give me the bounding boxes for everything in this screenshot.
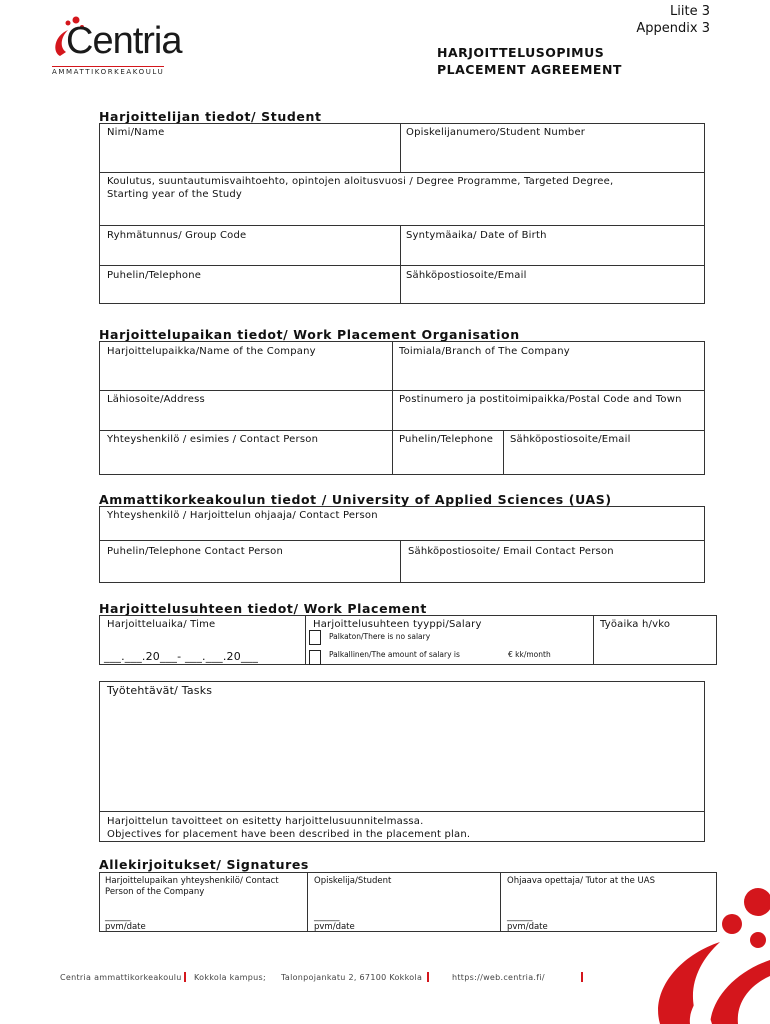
salary-type-label: Harjoittelusuhteen tyyppi/Salary [313,619,482,630]
footer-address: Talonpojankatu 2, 67100 Kokkola [281,973,423,982]
paid-checkbox[interactable] [309,650,321,665]
unpaid-checkbox[interactable] [309,630,321,645]
degree-programme-line2: Starting year of the Study [107,189,243,200]
degree-programme-line1: Koulutus, suuntautumisvaihtoehto, opintojen aloitusvuosi / Degree Programme, Targeted Degree, [107,176,614,187]
company-email-field[interactable]: Sähköpostiosoite/Email [510,434,631,445]
centria-logo [46,14,216,78]
student-signature-blank[interactable]: ______ [314,912,340,922]
birth-date-field[interactable]: Syntymäaika/ Date of Birth [406,230,547,241]
organisation-section-heading: Harjoittelupaikan tiedot/ Work Placement Organisation [99,327,520,342]
paid-label: Palkallinen/The amount of salary is [329,650,460,659]
student-email-field[interactable]: Sähköpostiosoite/Email [406,270,527,281]
placement-date-range[interactable]: ___.___.20___- ___.___.20___ [104,650,259,663]
appendix-fi: Liite 3 [670,4,710,19]
tasks-field[interactable]: Työtehtävät/ Tasks [107,684,213,697]
appendix-en: Appendix 3 [636,21,710,36]
student-telephone-field[interactable]: Puhelin/Telephone [107,270,202,281]
footer-org: Centria ammattikorkeakoulu [60,973,182,982]
company-name-field[interactable]: Harjoittelupaikka/Name of the Company [107,346,316,357]
company-signature-blank[interactable]: ______ [105,912,131,922]
appendix-label [636,3,710,37]
unpaid-label: Palkaton/There is no salary [329,632,431,641]
salary-per-month[interactable]: € kk/month [508,650,551,659]
footer-divider [184,972,186,982]
company-contact-field[interactable]: Yhteyshenkilö / esimies / Contact Person [107,434,319,445]
footer-divider [427,972,429,982]
footer-divider [581,972,583,982]
company-signature-line1: Harjoittelupaikan yhteyshenkilö/ Contact [105,876,279,886]
organisation-table [99,341,705,475]
signatures-section-heading: Allekirjoitukset/ Signatures [99,857,309,872]
company-signature-label [105,876,279,898]
decorative-swoosh-icon [640,880,770,1024]
degree-programme-field[interactable] [107,175,613,201]
tutor-signature-date[interactable]: pvm/date [507,922,548,932]
company-signature-date[interactable]: pvm/date [105,922,146,932]
student-number-field[interactable]: Opiskelijanumero/Student Number [406,127,586,138]
objectives-fi: Harjoittelun tavoitteet on esitetty harjoittelusuunnitelmassa. [107,816,424,827]
company-telephone-field[interactable]: Puhelin/Telephone [399,434,494,445]
student-signature-label: Opiskelija/Student [314,876,392,886]
logo-subtitle: AMMATTIKORKEAKOULU [52,68,165,76]
title-fi: HARJOITTELUSOPIMUS [437,45,605,60]
document-title [437,44,622,78]
objectives-en: Objectives for placement have been described in the placement plan. [107,829,471,840]
working-hours-field[interactable]: Työaika h/vko [600,619,671,630]
company-address-field[interactable]: Lähiosoite/Address [107,394,205,405]
uas-contact-field[interactable]: Yhteyshenkilö / Harjoittelun ohjaaja/ Contact Person [107,510,378,521]
student-signature-date[interactable]: pvm/date [314,922,355,932]
company-signature-line2: Person of the Company [105,887,205,897]
tutor-signature-blank[interactable]: ______ [507,912,533,922]
company-branch-field[interactable]: Toimiala/Branch of The Company [399,346,570,357]
student-name-field[interactable]: Nimi/Name [107,127,165,138]
title-en: PLACEMENT AGREEMENT [437,62,622,77]
placement-section-heading: Harjoittelusuhteen tiedot/ Work Placement [99,601,427,616]
footer-campus: Kokkola kampus; [194,973,266,982]
group-code-field[interactable]: Ryhmätunnus/ Group Code [107,230,247,241]
placement-time-label: Harjoitteluaika/ Time [107,619,216,630]
objectives-note [107,815,470,841]
company-postal-field[interactable]: Postinumero ja postitoimipaikka/Postal Code and Town [399,394,682,405]
footer-url[interactable]: https://web.centria.fi/ [452,973,545,982]
uas-section-heading: Ammattikorkeakoulun tiedot / University of Applied Sciences (UAS) [99,492,612,507]
tutor-signature-label: Ohjaava opettaja/ Tutor at the UAS [507,876,655,886]
logo-wordmark: Centria [66,20,182,62]
uas-telephone-field[interactable]: Puhelin/Telephone Contact Person [107,546,283,557]
student-section-heading: Harjoittelijan tiedot/ Student [99,109,322,124]
uas-email-field[interactable]: Sähköpostiosoite/ Email Contact Person [408,546,614,557]
